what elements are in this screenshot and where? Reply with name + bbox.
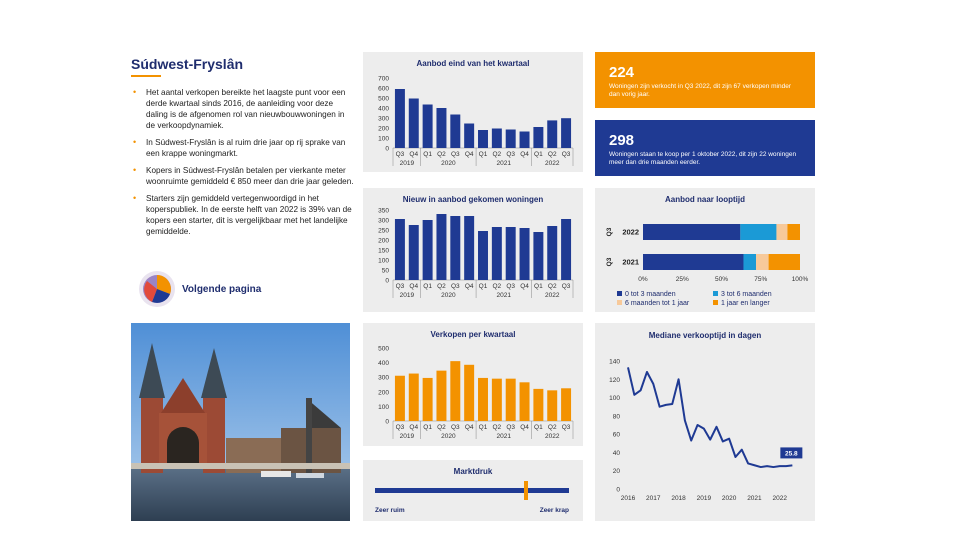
bar [436, 214, 446, 280]
title-underline [131, 75, 161, 77]
stat-text: Woningen staan te koop per 1 oktober 2022, dit zijn 22 woningen meer dan drie maanden eerder. [609, 151, 797, 166]
bar [450, 216, 460, 280]
x-tick-label: Q2 [437, 283, 446, 290]
x-tick-label: Q3 [561, 283, 571, 290]
bar [520, 228, 530, 280]
chart-panel-aanbod [363, 52, 583, 172]
x-tick-label: Q3 [561, 151, 571, 158]
x-tick-label: Q4 [520, 151, 529, 158]
x-tick-label: Q3 [450, 424, 460, 431]
x-tick-label: Q1 [478, 283, 488, 290]
stacked-segment [643, 224, 740, 240]
y-tick-label: 300 [378, 217, 389, 225]
stat-value: 224 [609, 64, 635, 81]
marktdruk-track [375, 488, 569, 493]
x-tick-label: Q3 [450, 283, 460, 290]
stat-text: Woningen zijn verkocht in Q3 2022, dit zijn 67 verkopen minder dan vorig jaar. [609, 83, 791, 98]
stacked-segment [743, 254, 756, 270]
year-label: 2022 [544, 160, 560, 167]
x-tick-label: Q3 [395, 424, 405, 431]
legend-label: 1 jaar en langer [721, 300, 770, 307]
bullet-item: • In Súdwest-Fryslân is al ruim drie jaar op rij sprake van een krappe woningmarkt. [133, 137, 355, 159]
y-tick-label: 120 [609, 376, 620, 384]
bar-chart-aanbod [363, 52, 583, 172]
x-tick-label: 2017 [646, 495, 661, 502]
bar [423, 378, 433, 421]
y-tick-label: 400 [378, 105, 389, 113]
x-tick-label: 25% [675, 276, 689, 283]
bar [395, 89, 405, 148]
year-label: 2020 [441, 433, 456, 440]
x-tick-label: Q4 [464, 283, 474, 290]
y-tick-label: 700 [378, 75, 389, 83]
year-label: 2021 [496, 433, 512, 440]
marktdruk-marker [524, 481, 528, 500]
x-tick-label: Q3 [450, 151, 460, 158]
bar [436, 108, 446, 148]
year-label: 2019 [399, 433, 415, 440]
chart-panel-verkopen [363, 323, 583, 446]
bar [506, 130, 516, 149]
next-page-button[interactable] [138, 270, 261, 308]
bar [561, 388, 571, 421]
year-label: 2022 [544, 433, 560, 440]
y-tick-label: 100 [378, 257, 389, 265]
y-tick-label: 100 [378, 403, 389, 411]
x-tick-label: 2019 [696, 495, 712, 502]
y-tick-label: 80 [612, 413, 620, 421]
y-tick-label: 0 [385, 277, 389, 285]
category-label: 2022 [622, 227, 639, 237]
bar [533, 127, 543, 148]
next-page-label: Volgende pagina [182, 283, 262, 295]
stacked-segment [643, 254, 743, 270]
legend-label: 0 tot 3 maanden [625, 291, 676, 298]
y-tick-label: 150 [378, 247, 389, 255]
chart-title: Nieuw in aanbod gekomen woningen [402, 195, 544, 204]
marktdruk-panel [363, 460, 583, 521]
stacked-segment [756, 254, 769, 270]
y-tick-label: 250 [378, 227, 389, 235]
x-tick-label: 0% [638, 276, 648, 283]
summary-bullets [133, 87, 355, 243]
y-tick-label: 20 [612, 468, 620, 476]
y-tick-label: 300 [378, 374, 389, 382]
bar [506, 379, 516, 421]
x-tick-label: Q4 [409, 424, 419, 431]
x-tick-label: Q2 [547, 151, 557, 158]
x-tick-label: 2016 [620, 495, 636, 502]
bar [436, 371, 446, 421]
stat-value: 298 [609, 132, 635, 149]
y-tick-label: 350 [378, 207, 389, 215]
bar [520, 382, 530, 421]
y-tick-label: 40 [612, 449, 620, 457]
year-label: 2020 [441, 292, 456, 299]
group-label: Q3 [606, 257, 613, 267]
stat-box-for-sale [595, 120, 815, 176]
x-tick-label: Q1 [423, 424, 432, 431]
stacked-segment [740, 224, 776, 240]
legend-label: 6 maanden tot 1 jaar [625, 300, 690, 307]
x-tick-label: 2021 [747, 495, 762, 502]
x-tick-label: Q1 [478, 424, 488, 431]
x-tick-label: 50% [714, 276, 729, 283]
bar [423, 105, 433, 149]
y-tick-label: 200 [378, 389, 389, 397]
x-tick-label: Q1 [534, 283, 543, 290]
marktdruk-right-label: Zeer krap [539, 507, 569, 514]
city-gate-photo [131, 323, 350, 521]
y-tick-label: 500 [378, 345, 389, 353]
bar [506, 227, 516, 280]
bar [520, 132, 530, 149]
chart-title: Aanbod naar looptijd [665, 195, 745, 204]
year-label: 2020 [441, 160, 456, 167]
bar [561, 118, 571, 148]
x-tick-label: 2022 [772, 495, 787, 502]
legend-swatch [713, 291, 718, 296]
x-tick-label: Q4 [520, 283, 529, 290]
bullet-item: • Het aantal verkopen bereikte het laagste punt voor een derde kwartaal sinds 2016, de aanleiding voor deze daling is de afgenomen rol van nieuwbouwwoningen in de verkoopdynamiek. [133, 87, 355, 131]
y-tick-label: 140 [609, 358, 620, 366]
pie-logo-icon [138, 270, 176, 308]
x-tick-label: Q1 [423, 283, 432, 290]
year-label: 2019 [399, 292, 415, 299]
x-tick-label: Q3 [506, 151, 516, 158]
bar [395, 219, 405, 280]
y-tick-label: 200 [378, 125, 389, 133]
x-tick-label: Q4 [464, 151, 474, 158]
y-tick-label: 0 [616, 486, 620, 494]
bar [533, 232, 543, 280]
line-chart-verkooptijd [595, 323, 815, 521]
x-tick-label: Q2 [437, 424, 446, 431]
chart-panel-looptijd [595, 188, 815, 312]
stacked-segment [769, 254, 800, 270]
marktdruk-title: Marktdruk [453, 467, 493, 476]
x-tick-label: Q2 [492, 283, 502, 290]
x-tick-label: 2018 [671, 495, 686, 502]
y-tick-label: 100 [378, 135, 389, 143]
bullet-item: • Kopers in Súdwest-Fryslân betalen per vierkante meter woonruimte gemiddeld € 850 meer dan drie jaar geleden. [133, 165, 355, 187]
series-line [628, 367, 792, 467]
bar [492, 227, 502, 280]
bar [547, 120, 557, 148]
bar [478, 378, 488, 421]
y-tick-label: 500 [378, 95, 389, 103]
bar [492, 379, 502, 421]
y-tick-label: 600 [378, 85, 389, 93]
year-label: 2021 [496, 160, 512, 167]
x-tick-label: 2020 [721, 495, 737, 502]
chart-title: Verkopen per kwartaal [430, 330, 516, 339]
page-title: Súdwest-Fryslân [131, 56, 244, 72]
bar [464, 124, 474, 149]
last-value-label: 25.8 [785, 450, 798, 458]
chart-panel-nieuw-aanbod [363, 188, 583, 312]
category-label: 2021 [622, 257, 639, 267]
year-label: 2021 [496, 292, 512, 299]
bar [547, 390, 557, 421]
bullet-item: • Starters zijn gemiddeld vertegenwoordigd in het koperspubliek. In de eerste helft van 2022 is 39% van de kopers een starter, dit is vergelijkbaar met het landelijke gemiddelde. [133, 193, 355, 237]
x-tick-label: Q4 [464, 424, 474, 431]
x-tick-label: Q1 [534, 424, 543, 431]
x-tick-label: 75% [754, 276, 768, 283]
bar [450, 361, 460, 421]
y-tick-label: 200 [378, 237, 389, 245]
legend-label: 3 tot 6 maanden [721, 291, 772, 298]
x-tick-label: Q2 [437, 151, 446, 158]
marktdruk-left-label: Zeer ruim [375, 507, 405, 514]
x-tick-label: Q1 [478, 151, 488, 158]
x-tick-label: Q4 [520, 424, 529, 431]
bar [450, 115, 460, 149]
bar [561, 219, 571, 280]
legend-swatch [713, 300, 718, 305]
bar [478, 231, 488, 280]
x-tick-label: Q1 [534, 151, 543, 158]
bar [464, 216, 474, 280]
legend-swatch [617, 291, 622, 296]
bar [409, 225, 419, 280]
x-tick-label: Q3 [561, 424, 571, 431]
bar [478, 130, 488, 148]
stat-box-sales [595, 52, 815, 108]
bar [492, 129, 502, 149]
year-label: 2022 [544, 292, 560, 299]
x-tick-label: Q2 [492, 151, 502, 158]
y-tick-label: 0 [385, 145, 389, 153]
x-tick-label: Q3 [395, 283, 405, 290]
x-tick-label: Q2 [547, 424, 557, 431]
year-label: 2019 [399, 160, 415, 167]
bar [395, 376, 405, 421]
x-tick-label: Q3 [506, 424, 516, 431]
x-tick-label: Q1 [423, 151, 432, 158]
x-tick-label: Q2 [492, 424, 502, 431]
x-tick-label: 100% [791, 276, 809, 283]
y-tick-label: 50 [381, 267, 389, 275]
y-tick-label: 60 [612, 431, 620, 439]
x-tick-label: Q4 [409, 151, 419, 158]
x-tick-label: Q3 [506, 283, 516, 290]
chart-title: Aanbod eind van het kwartaal [416, 59, 530, 68]
bar [547, 226, 557, 280]
y-tick-label: 400 [378, 360, 389, 368]
stacked-segment [776, 224, 787, 240]
bar [409, 99, 419, 149]
bar [464, 365, 474, 421]
bar-chart-verkopen [363, 323, 583, 446]
y-tick-label: 0 [385, 418, 389, 426]
stacked-segment [787, 224, 800, 240]
bar [423, 220, 433, 280]
legend-swatch [617, 300, 622, 305]
bar [533, 389, 543, 421]
x-tick-label: Q4 [409, 283, 419, 290]
group-label: Q3 [606, 227, 613, 237]
chart-panel-verkooptijd [595, 323, 815, 521]
chart-title: Mediane verkooptijd in dagen [648, 331, 762, 340]
y-tick-label: 100 [609, 395, 620, 403]
x-tick-label: Q2 [547, 283, 557, 290]
bar [409, 374, 419, 421]
x-tick-label: Q3 [395, 151, 405, 158]
stacked-bar-chart-looptijd [595, 188, 815, 312]
bar-chart-nieuw-aanbod [363, 188, 583, 312]
y-tick-label: 300 [378, 115, 389, 123]
